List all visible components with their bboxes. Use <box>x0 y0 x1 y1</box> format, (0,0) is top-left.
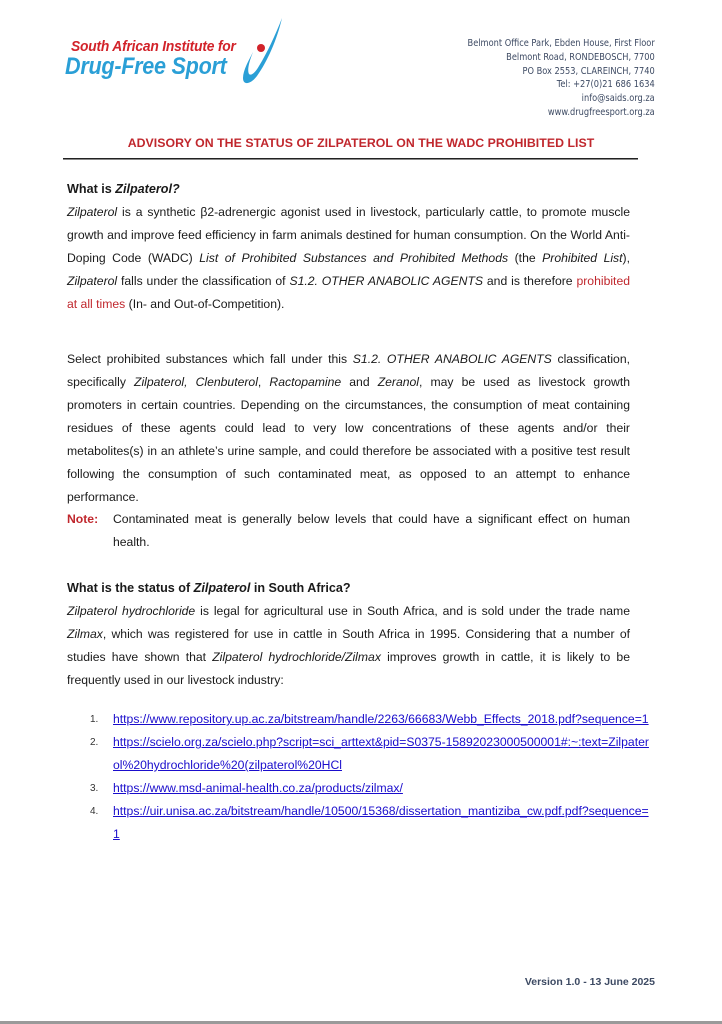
reference-item <box>90 800 650 846</box>
address-line: Belmont Office Park, Ebden House, First Floor <box>467 38 655 49</box>
address-line: PO Box 2553, CLAREINCH, 7740 <box>522 65 655 77</box>
athlete-swoosh-icon <box>237 18 287 88</box>
note-label: Note: <box>67 512 99 526</box>
note-block <box>67 508 630 554</box>
version-footer: Version 1.0 - 13 June 2025 <box>524 976 655 988</box>
reference-item <box>90 708 650 731</box>
reference-number: 4. <box>90 806 99 817</box>
reference-link[interactable]: https://uir.unisa.ac.za/bitstream/handle/10500/15368/dissertation_mantiziba_cw.pdf.pdf?sequence=1 <box>113 804 649 841</box>
highlight-prohibited: prohibited at all times <box>67 274 630 311</box>
reference-number: 3. <box>90 783 99 794</box>
reference-link[interactable]: https://www.repository.up.ac.za/bitstream/handle/2263/66683/Webb_Effects_2018.pdf?sequence=1 <box>113 712 649 726</box>
paragraph: Zilpaterol is a synthetic β2-adrenergic agonist used in livestock, particularly cattle, to promote muscle growth and improve feed efficiency in farm animals destined for human consumption. On the World Anti-Doping Code (WADC) List of Prohibited Substances and Prohibited Methods (the Prohibited List), Zilpaterol falls under the classification of S1.2. OTHER ANABOLIC AGENTS and is therefore prohibited at all times (In- and Out-of-Competition). <box>67 205 630 311</box>
reference-number: 1. <box>90 714 99 725</box>
reference-item <box>90 731 650 777</box>
title-divider <box>63 158 638 160</box>
paragraph: Zilpaterol hydrochloride is legal for agricultural use in South Africa, and is sold under the trade name Zilmax, which was registered for use in cattle in South Africa in 1995. Considering that a number of studies have shown that Zilpaterol hydrochloride/Zilmax improves growth in cattle, it is likely to be frequently used in our livestock industry: <box>67 604 630 687</box>
heading-italic-text: Zilpaterol? <box>115 182 180 196</box>
section-livestock-growth-promoters <box>67 348 630 509</box>
reference-number: 2. <box>90 737 99 748</box>
reference-item <box>90 777 650 800</box>
reference-link[interactable]: https://scielo.org.za/scielo.php?script=sci_arttext&pid=S0375-15892023000500001#:~:text=Zilpaterol%20hydrochloride%20(zilpaterol%20HCl <box>113 735 649 772</box>
section-what-is-zilpaterol <box>67 178 630 316</box>
reference-link[interactable]: https://www.msd-animal-health.co.za/products/zilmax/ <box>113 781 403 795</box>
paragraph: Select prohibited substances which fall under this S1.2. OTHER ANABOLIC AGENTS classification, specifically Zilpaterol, Clenbuterol, Ractopamine and Zeranol, may be used as livestock growth promoters in certain countries. Depending on the circumstances, the consumption of meat containing residues of these agents could lead to very low concentrations of these agents and/or their metabolites(s) in an athlete’s urine sample, and could therefore be associated with a positive test result following the consumption of such contaminated meat, as opposed to an attempt to enhance performance. <box>67 352 631 504</box>
section-heading: What is the status of Zilpaterol in South Africa? <box>67 581 351 595</box>
address-line: Belmont Road, RONDEBOSCH, 7700 <box>506 51 655 63</box>
heading-text: What is <box>67 182 116 196</box>
saids-logo <box>62 18 302 88</box>
section-status-south-africa <box>67 577 630 692</box>
logo-text-line1: South African Institute for <box>71 38 236 55</box>
phone-number: Tel: +27(0)21 686 1634 <box>557 79 655 91</box>
contact-address <box>442 37 655 120</box>
website-url[interactable]: www.drugfreesport.org.za <box>548 106 655 118</box>
document-title: ADVISORY ON THE STATUS OF ZILPATEROL ON THE WADC PROHIBITED LIST <box>127 136 595 150</box>
section-heading <box>67 178 630 201</box>
note-text: Contaminated meat is generally below levels that could have a significant effect on human health. <box>113 512 630 549</box>
logo-text-line2: Drug-Free Sport <box>65 53 227 80</box>
email-address[interactable]: info@saids.org.za <box>581 93 655 105</box>
reference-list <box>90 708 650 846</box>
